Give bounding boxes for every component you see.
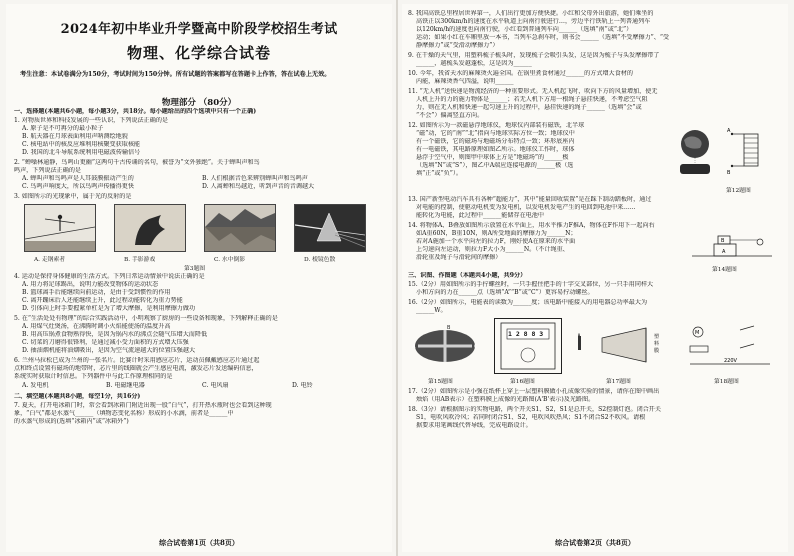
- hand-shadow-icon: [115, 205, 185, 251]
- q7-line1: 7. 夏天，打开电冰箱门时，常会看到冰箱门附近出现一股“白气”，打开热水瓶时也会看到这种现: [14, 402, 272, 409]
- section1-heading: 一、选择题(本题共6小题，每小题3分，共18分。每小题给出的四个选项中只有一个正确): [14, 108, 257, 115]
- page-1-footer: 综合试卷第1页（共8页）: [159, 538, 239, 547]
- svg-text:A: A: [722, 249, 726, 255]
- q8-line5: 静摩擦力”或“受滑动摩擦力”）: [416, 42, 499, 49]
- q12-line3: 有一个磁铁，它的磁场与地磁场分布特点一致；环形底座内: [416, 138, 575, 145]
- exam-notice: 考生注意：本试卷满分为150分，考试时间为150分钟。所有试题的答案都写在答题卡上作答，答在试卷上无效。: [20, 71, 331, 78]
- q1-option-b: B. 航天器在月球表面利用声呐测绘地貌: [22, 133, 128, 140]
- q1-stem: 1. 对物质世界和科技发展的一些认识，下列说法正确的是: [14, 117, 169, 124]
- q17-caption: 第17题图: [606, 379, 631, 385]
- q7-line2: 象，“白气”都是水蒸气______（填物态变化名称）形成的小水滴，前者是______中: [14, 410, 234, 417]
- q5-option-a: A. 用煤气灶煲汤，在沸腾时调小火焰能使汤的温度升高: [22, 323, 171, 330]
- prism-dispersion-icon: [295, 205, 365, 251]
- q14-line1: 14. 将物体A、B叠放如图所示放置在水平面上，用水平推力F推A，物体在F作用下一起向右: [408, 222, 655, 229]
- q4-option-c: C. 离开蹦床后人还能继续上升，此过程动能转化为重力势能: [22, 297, 183, 304]
- q1-option-c: C. 核电站中的核反应堆利用核聚变获取核能: [22, 141, 141, 148]
- q8-line2: 高铁正以300km/h的速度在水平轨道上向南行驶进行…，旁边平行铁轨上一列普通列车: [416, 18, 651, 25]
- q14-line4: 上匀速向左运动，则拉力F大小为______N。（不计绳重、: [416, 246, 569, 253]
- q7-line3: 的水蒸气形成的(选填“冰箱内”或“冰箱外”): [14, 418, 129, 425]
- q4-option-a: A. 用力将足球踢出，说明力能改变物体的运动状态: [22, 281, 159, 288]
- q15-figure: [408, 318, 482, 372]
- exam-title: 2024年初中毕业升学暨高中阶段学校招生考试: [60, 22, 338, 37]
- q15-line1: 15.（2分）用如图所示的手拧螺丝时，一只手握住把手的十字交叉部位，另一只手用同样大: [408, 281, 654, 288]
- q6-stem-line1: 6. 兰州马拉松已成为兰州的一张名片。比赛计时采用感应芯片，运动员佩戴感应芯片通过起: [14, 357, 260, 364]
- svg-text:A: A: [412, 344, 416, 350]
- exam-subtitle: 物理、化学综合试卷: [126, 44, 271, 62]
- q5-option-c: C. 切菜的刀磨得很锋利，是通过减小受力面积的方式增大压强: [22, 339, 189, 346]
- q6-option-d: D. 电铃: [292, 382, 313, 389]
- q3-caption: 第3题图: [184, 266, 206, 272]
- q16-line1: 16.（2分）如图所示，电能表的读数为______度；该电路中能接入的用电器总功率最大为: [408, 299, 648, 306]
- tightrope-walker-icon: [25, 205, 95, 251]
- svg-text:M: M: [695, 330, 700, 336]
- page-fold: [396, 0, 398, 556]
- q8-line1: 8. 我国高铁总里程居世界第一，人们出行更加方便快捷。小红和父母外出旅游，她们乘坐的: [408, 10, 654, 17]
- svg-text:A: A: [727, 128, 731, 134]
- svg-text:B: B: [721, 238, 725, 244]
- q3-option-d-label: D. 棱镜色散: [304, 257, 336, 263]
- q14-figure: [692, 230, 772, 260]
- q2-option-c: C. 鸟鸣声响度大，所以鸟鸣声传播得更快: [22, 183, 134, 190]
- q16-figure: [494, 318, 562, 374]
- q12-line4: 有一电磁铁，其电路原理如图乙所示。地球仪工作时，球体: [416, 146, 575, 153]
- q5-stem: 5. 在“生活处处有物理”的综合实践活动中，小明观察了厨房的一些设备和现象，下列解释正确的是: [14, 315, 278, 322]
- q18-line1: 18.（3分）请根据图示的实物电路，两个开关S1、S2，S1是总开关，S2控制灯泡。闭合开关: [408, 406, 661, 413]
- q3-option-a-label: A. 走钢索者: [34, 257, 66, 263]
- q12-line1: 12. 如图所示为一款磁悬浮地球仪，地球仪内部装有磁铁，北半球: [408, 122, 585, 129]
- q4-stem: 4. 运动是保持身体健康的生活方式。下列日常运动情景中说法正确的是: [14, 273, 205, 280]
- svg-text:膜: 膜: [654, 348, 660, 354]
- q3-image-a: [24, 204, 96, 252]
- q14-line2: 如A重60N，B重10N，则A所受地面的摩擦力为______N；: [416, 230, 577, 237]
- q4-option-b: B. 篮球离手后能继续向前运动，是由于受到惯性的作用: [22, 289, 171, 296]
- electromagnet-circuit-icon: [726, 124, 782, 182]
- q15-caption: 第15题图: [428, 379, 453, 385]
- page-2-footer: 综合试卷第2页（共8页）: [555, 538, 635, 547]
- svg-text:B: B: [447, 325, 451, 331]
- q1-option-d: D. 我国的北斗导航系统利用电磁波传输信号: [22, 149, 141, 156]
- q3-option-c-label: C. 水中倒影: [214, 257, 246, 263]
- q8-line3: 以120km/h的速度也向南行驶，小红看到普通列车向______（选填“南”或“北”）: [416, 26, 633, 33]
- svg-text:C: C: [474, 344, 478, 350]
- water-reflection-icon: [205, 205, 275, 251]
- q9-line2: ______，越梳头发越蓬松，这是因为______: [416, 60, 532, 67]
- q3-option-b-label: B. 手影游戏: [124, 257, 156, 263]
- q16-caption: 第16题图: [510, 379, 535, 385]
- q17-line2: 烛焰（用AB表示）在塑料膜上成像的光路图(A'B'表示)及光路图。: [416, 396, 595, 403]
- exam-page-2: [402, 4, 788, 552]
- q13-line1: 13. 国产新型电动汽车具有各种“超能力”，其中“能量回收装置”是在踩下制动踏板时，通过: [408, 196, 652, 203]
- section3-heading: 三、识图、作图题（本题共4小题，共9分）: [408, 272, 527, 279]
- q6-stem-line2: 点和终点设置有磁场的地带时，芯片里的线圈就会产生感应电流，激发芯片发送编码信息，: [14, 365, 258, 372]
- q2-option-d: D. 人离蝉和鸟越近，听到声音的音调越大: [202, 183, 315, 190]
- q18-line3: 据要求用笔画线代替导线，完成电路设计。: [416, 422, 532, 429]
- svg-text:塑: 塑: [654, 334, 660, 340]
- q13-line3: 能转化为电能，此过程中______能储存在电池中: [416, 212, 544, 219]
- svg-text:220V: 220V: [724, 358, 737, 364]
- meter-reading: 1 2 8 8 3: [508, 330, 544, 338]
- q17-line1: 17.（2分）如图所示是小强在纸杯上穿上一层塑料膜做小孔成像实验的情景，请你在图中画出: [408, 388, 660, 395]
- q11-line1: 11. “无人机”送快递是物流经济的一种重要形式。无人机起飞时，吹向下方的风量增加，使无: [408, 88, 658, 95]
- electricity-meter-icon: [495, 319, 561, 373]
- hairdryer-circuit-icon: [680, 318, 780, 372]
- q2-stem-line2: 鸣声，下列说法正确的是: [14, 167, 82, 174]
- pinhole-camera-icon: [572, 318, 668, 372]
- q2-option-a: A. 蝉叫声和鸟鸣声是人耳鼓膜振动产生的: [22, 175, 134, 182]
- q14-caption: 第14题图: [712, 267, 737, 273]
- q2-stem-line1: 2. “蝉噪林逾静，鸟鸣山更幽”这两句千古传诵的名句，被誉为“文外独绝”。关于蝉叫声和鸟: [14, 159, 260, 166]
- physics-heading: 物理部分 （80分）: [161, 98, 237, 108]
- q3-stem: 3. 如图所示的光现象中，属于光的反射的是: [14, 193, 132, 200]
- q11-line2: 人机上升的力的施力物体是______；若无人机下方用一根绳子悬挂快递，不考虑空气阻: [416, 96, 648, 103]
- q18-line2: S1，电吹风吹冷风；若同时闭合S1、S2，电吹风吹热风；S1不闭合S2不吹风。请根: [416, 414, 646, 421]
- q5-option-d: D. 抽油烟机能将油烟吸出，是因为空气流速越大的位置压强越大: [22, 347, 196, 354]
- q8-line4: 运动；如果小红在车厢里放一本书，当列车急刹车时，则书会______（选填“不受摩擦力”、“受: [416, 34, 670, 41]
- q12-line5: 悬浮于空气中，则图甲中球体上方是“地磁场”的______极: [416, 154, 569, 161]
- levitating-globe-icon: [670, 124, 720, 182]
- q6-stem-line3: 系统实时获取计时信息。下列器件中与此工作原理相同的是: [14, 373, 173, 380]
- q13-line2: 对电能的控制，使驱动电机变为发电机，以发电机发电产生的电回到电池中来……: [416, 204, 636, 211]
- q5-option-b: B. 用高压锅煮食物熟得快，是因为锅内水的沸点会随气压增大而降低: [22, 331, 208, 338]
- q12-line7: 填“正”或“负”）。: [416, 170, 462, 177]
- q6-option-b: B. 电磁继电器: [106, 382, 145, 389]
- q12-circuit-figure: [726, 124, 782, 182]
- stacked-blocks-pulley-icon: [692, 230, 772, 260]
- q14-line5: 滑轮重及绳子与滑轮间的摩擦）: [416, 254, 502, 261]
- q12-line6: （选填“N”或“S”），图乙中A端应连接电源的______极（选: [416, 162, 574, 169]
- svg-text:料: 料: [654, 341, 660, 347]
- q12-line2: “磁”动，它的“南”“北”指向与地球实际方位一致；地球仪中: [416, 130, 575, 137]
- q3-image-b: [114, 204, 186, 252]
- q10-line1: 10. 今年，我省天水的麻辣烫火遍全国。在锅里煮食材通过______的方式增大食材的: [408, 70, 633, 77]
- q6-option-a: A. 发电机: [22, 382, 49, 389]
- q9-line1: 9. 在干燥的天气里，用塑料梳子梳头时，发现梳子会吸引头发，这是因为梳子与头发摩擦带了: [408, 52, 660, 59]
- q11-line3: 力，则在无人机和快递一起匀速上升的过程中，悬挂快递的绳子______（选填“会”或: [416, 104, 642, 111]
- q2-option-b: B. 人们根据音色来辨别蝉叫声和鸟鸣声: [202, 175, 308, 182]
- q10-line2: 内能，麻辣烫香气四溢，说明______: [416, 78, 514, 85]
- q18-caption: 第18题图: [714, 379, 739, 385]
- q12-globe-figure: [670, 124, 720, 182]
- wrench-icon: [408, 318, 482, 372]
- q15-line2: 小和方向的力在______点（选填“A”“B”或“C”）更容易拧动螺丝。: [416, 289, 594, 296]
- svg-text:B: B: [727, 170, 731, 176]
- q12-caption: 第12题图: [726, 188, 751, 194]
- q1-option-a: A. 原子是不可再分的最小粒子: [22, 125, 104, 132]
- q18-figure: [680, 318, 780, 372]
- section2-heading: 二、填空题(本题共8小题，每空1分，共16分): [14, 393, 141, 400]
- q3-image-c: [204, 204, 276, 252]
- q6-option-c: C. 电风扇: [202, 382, 229, 389]
- q16-line2: ______W。: [416, 307, 447, 314]
- q3-image-d: [294, 204, 366, 252]
- q14-line3: 若对A施加一个水平向左的拉力F，刚好使A在原来的水平面: [416, 238, 576, 245]
- q17-figure: [572, 318, 668, 372]
- q4-option-d: D. 引体向上时手要握紧单杠是为了增大摩擦，是利用摩擦力做功: [22, 305, 196, 312]
- q11-line4: “不会”）偏离竖直方向。: [416, 112, 484, 119]
- exam-page-1: [6, 4, 392, 552]
